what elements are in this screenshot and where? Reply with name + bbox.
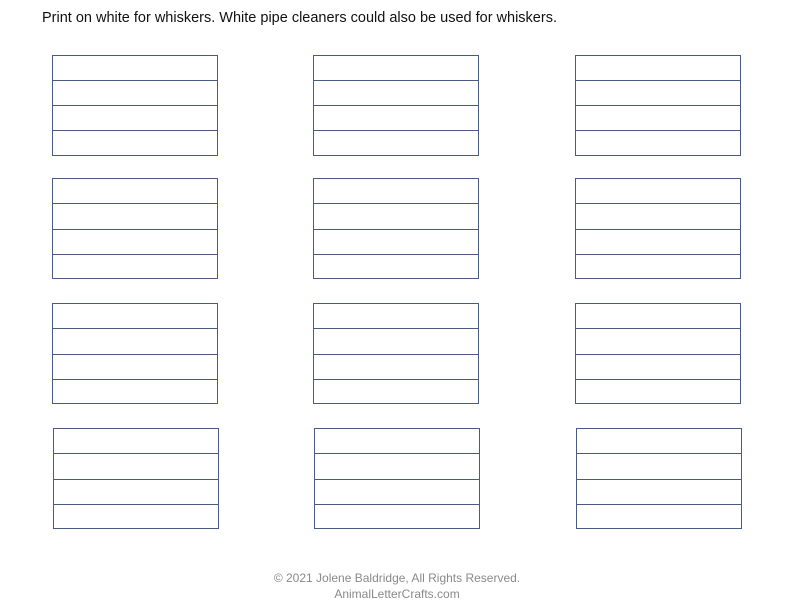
whisker-strip-divider [576, 354, 740, 355]
whisker-strip-divider [576, 105, 740, 106]
whisker-strip-box [53, 428, 219, 529]
whisker-strip-divider [314, 130, 478, 131]
whisker-strip-divider [576, 130, 740, 131]
whisker-strip-box [52, 178, 218, 279]
whisker-strip-divider [577, 453, 741, 454]
whisker-strip-divider [53, 130, 217, 131]
whisker-strip-divider [53, 105, 217, 106]
instruction-text: Print on white for whiskers. White pipe cleaners could also be used for whiskers. [42, 10, 557, 26]
whisker-strip-divider [315, 479, 479, 480]
whisker-strip-box [575, 303, 741, 404]
whisker-strip-divider [54, 504, 218, 505]
whisker-strip-divider [314, 354, 478, 355]
whisker-strip-box [313, 55, 479, 156]
whisker-strip-divider [314, 80, 478, 81]
whisker-strip-divider [54, 453, 218, 454]
whisker-strip-divider [53, 379, 217, 380]
whisker-strip-divider [577, 479, 741, 480]
whisker-strip-divider [576, 254, 740, 255]
whisker-strip-box [52, 303, 218, 404]
website-text: AnimalLetterCrafts.com [334, 587, 460, 601]
whisker-strip-divider [315, 504, 479, 505]
whisker-strip-divider [314, 105, 478, 106]
whisker-strip-divider [314, 229, 478, 230]
whisker-strip-divider [53, 328, 217, 329]
whisker-strip-divider [53, 354, 217, 355]
whisker-strip-divider [576, 229, 740, 230]
whisker-strip-box [575, 55, 741, 156]
whisker-strip-box [314, 428, 480, 529]
whisker-strip-divider [53, 203, 217, 204]
whisker-strip-divider [576, 203, 740, 204]
whisker-strip-divider [53, 80, 217, 81]
whisker-strip-box [313, 303, 479, 404]
whisker-strip-divider [314, 254, 478, 255]
whisker-strip-divider [314, 379, 478, 380]
whisker-strip-divider [315, 453, 479, 454]
whisker-strip-box [52, 55, 218, 156]
whisker-strip-box [313, 178, 479, 279]
whisker-strip-divider [576, 80, 740, 81]
whisker-strip-divider [314, 203, 478, 204]
whisker-strip-divider [576, 379, 740, 380]
whisker-strip-divider [53, 254, 217, 255]
whisker-strip-box [575, 178, 741, 279]
whisker-strip-divider [577, 504, 741, 505]
whisker-strip-divider [53, 229, 217, 230]
whisker-strip-divider [576, 328, 740, 329]
whisker-strip-box [576, 428, 742, 529]
whisker-strip-divider [54, 479, 218, 480]
whisker-strip-divider [314, 328, 478, 329]
copyright-text: © 2021 Jolene Baldridge, All Rights Reserved. [273, 571, 521, 585]
